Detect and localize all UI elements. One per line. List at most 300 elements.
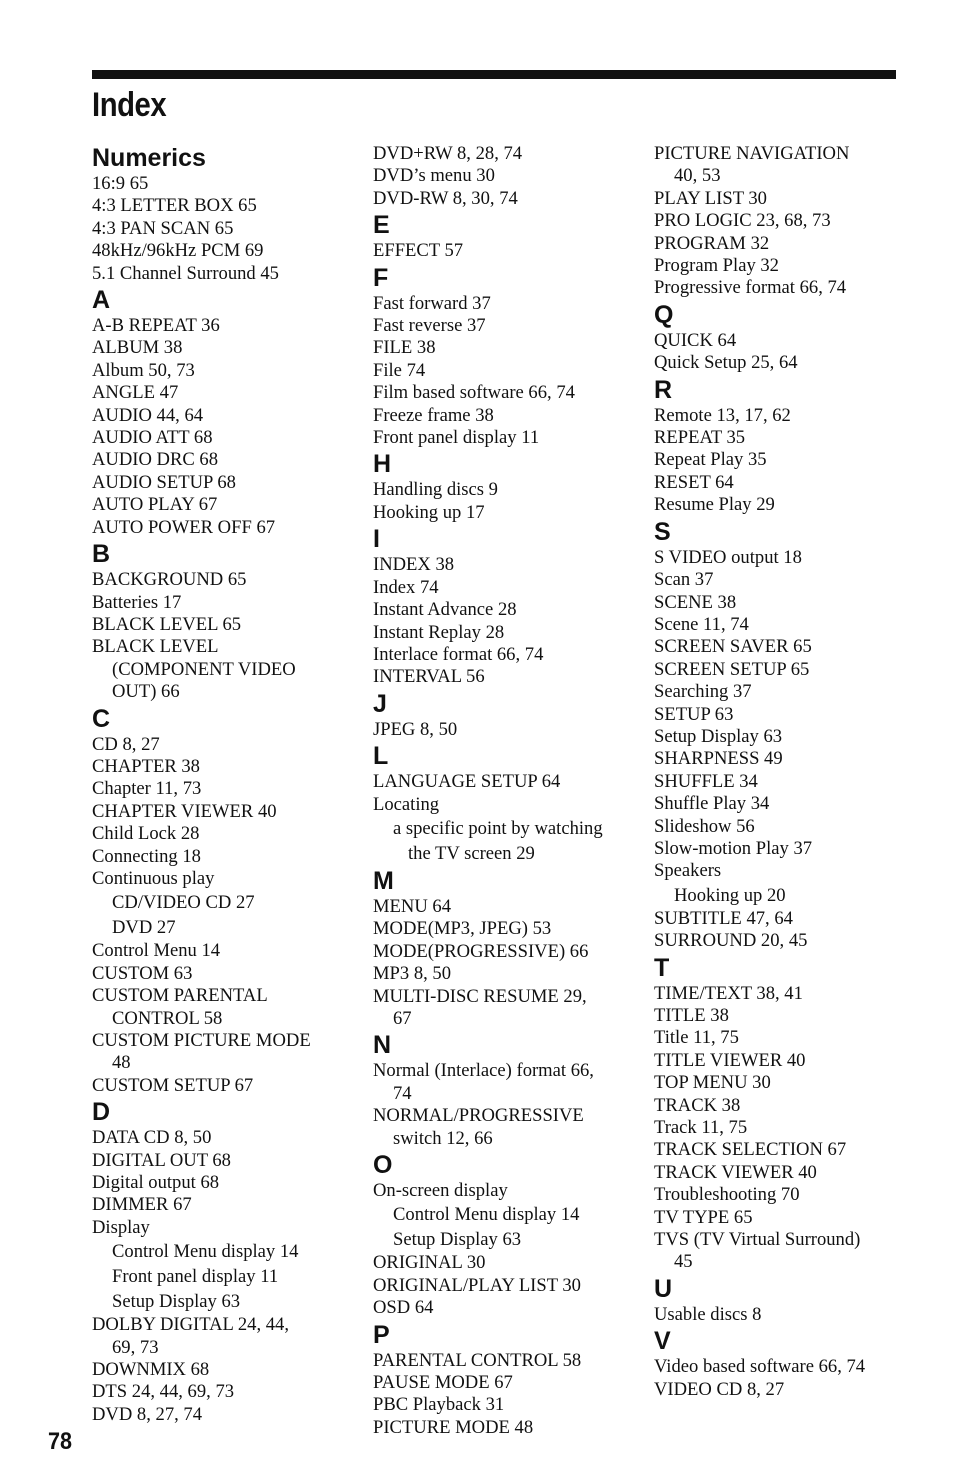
entry-text: LANGUAGE SETUP 64 (373, 771, 561, 793)
entry-text: AUDIO ATT 68 (92, 427, 213, 449)
index-entry (373, 1252, 643, 1274)
entry-text: Freeze frame 38 (373, 404, 494, 426)
section-heading: N (373, 1031, 392, 1060)
index-entry (654, 908, 924, 930)
index-entry (373, 554, 643, 576)
index-section (373, 450, 643, 524)
entry-text: Instant Advance 28 (373, 599, 517, 621)
entry-continuation: 40, 53 (674, 165, 721, 187)
index-column-2 (373, 143, 643, 1439)
section-heading: M (373, 866, 394, 895)
index-entry (92, 517, 362, 539)
entry-text: DVD’s menu 30 (373, 165, 495, 187)
index-entry (92, 868, 362, 890)
index-entry (373, 143, 643, 165)
index-entry (654, 681, 924, 703)
index-subentry: Control Menu display 14 (112, 1241, 299, 1263)
entry-text: PROGRAM 32 (654, 232, 770, 254)
entry-text: MODE(MP3, JPEG) 53 (373, 918, 552, 940)
section-heading: I (373, 525, 380, 554)
entry-text: TITLE 38 (654, 1005, 729, 1026)
index-entry (654, 748, 924, 770)
index-section (654, 143, 924, 300)
entry-text: Repeat Play 35 (654, 449, 767, 471)
entry-continuation: CONTROL 58 (112, 1007, 223, 1029)
entry-text: CUSTOM PARENTAL (92, 985, 268, 1007)
index-section (654, 954, 924, 1274)
index-entry (654, 930, 924, 952)
index-entry (92, 636, 362, 703)
entry-text: S VIDEO output 18 (654, 546, 802, 568)
index-entry (92, 173, 362, 195)
entry-text: TRACK SELECTION 67 (654, 1139, 847, 1161)
entry-continuation: OUT) 66 (112, 681, 180, 703)
entry-text: Setup Display 63 (654, 725, 783, 747)
index-entry (92, 1150, 362, 1172)
index-entry (92, 963, 362, 985)
entry-text: AUTO POWER OFF 67 (92, 516, 276, 538)
index-entry (654, 1139, 924, 1161)
index-entry (373, 165, 643, 187)
index-entry (373, 1417, 643, 1439)
entry-text: BACKGROUND 65 (92, 569, 247, 591)
index-entry (373, 1105, 643, 1150)
entry-text: Video based software 66, 74 (654, 1356, 866, 1378)
index-entry (654, 1050, 924, 1072)
entry-text: CHAPTER VIEWER 40 (92, 800, 277, 822)
index-entry (92, 1381, 362, 1403)
index-section (92, 144, 362, 285)
entry-text: CHAPTER 38 (92, 755, 200, 777)
entry-text: Interlace format 66, 74 (373, 643, 544, 665)
entry-text: Slow-motion Play 37 (654, 837, 813, 859)
entry-text: CD 8, 27 (92, 733, 160, 755)
index-entry (373, 293, 643, 315)
index-entry (373, 360, 643, 382)
entry-text: DOLBY DIGITAL 24, 44, (92, 1314, 289, 1336)
index-entry (92, 1359, 362, 1381)
section-heading: F (373, 263, 389, 292)
index-entry (654, 1162, 924, 1184)
entry-text: CUSTOM SETUP 67 (92, 1074, 254, 1096)
entry-text: Normal (Interlace) format 66, (373, 1060, 594, 1082)
index-entry (373, 666, 643, 688)
entry-text: Chapter 11, 73 (92, 778, 202, 800)
entry-text: 4:3 LETTER BOX 65 (92, 195, 257, 217)
index-section (654, 376, 924, 517)
index-entry (92, 427, 362, 449)
entry-text: Program Play 32 (654, 255, 779, 277)
entry-text: Remote 13, 17, 62 (654, 404, 791, 426)
entry-text: REPEAT 35 (654, 427, 746, 449)
index-section (92, 286, 362, 539)
entry-text: NORMAL/PROGRESSIVE (373, 1105, 584, 1127)
entry-text: Searching 37 (654, 681, 752, 703)
section-heading: U (654, 1274, 673, 1303)
index-section (654, 1275, 924, 1326)
section-heading: H (373, 450, 392, 479)
index-entry (92, 218, 362, 240)
index-entry (92, 569, 362, 591)
index-entry (92, 494, 362, 516)
entry-continuation: (COMPONENT VIDEO (112, 658, 296, 680)
index-entry (654, 592, 924, 614)
entry-continuation: 48 (112, 1052, 131, 1074)
index-entry (373, 896, 643, 918)
entry-text: TITLE VIEWER 40 (654, 1049, 806, 1071)
index-entry (654, 449, 924, 471)
entry-text: Scan 37 (654, 569, 714, 591)
index-entry (654, 793, 924, 815)
page-title: Index (92, 86, 167, 124)
index-entry (654, 1072, 924, 1094)
index-subentry: a specific point by watching (393, 817, 603, 839)
index-subentry: DVD 27 (112, 917, 176, 939)
index-entry (654, 472, 924, 494)
index-subentry: the TV screen 29 (408, 842, 535, 864)
index-entry (373, 771, 643, 793)
index-entry (373, 794, 643, 816)
index-entry (92, 778, 362, 800)
entry-text: QUICK 64 (654, 329, 737, 351)
index-entry (373, 986, 643, 1031)
entry-text: SUBTITLE 47, 64 (654, 907, 793, 929)
index-entry (373, 1180, 643, 1202)
section-heading: A (92, 286, 111, 315)
index-section (654, 518, 924, 953)
page-number: 78 (48, 1428, 73, 1455)
index-column-1 (92, 143, 362, 1426)
index-entry (92, 263, 362, 285)
entry-text: PBC Playback 31 (373, 1394, 505, 1416)
entry-text: SCREEN SAVER 65 (654, 636, 812, 658)
index-entry (654, 1379, 924, 1401)
entry-text: Index 74 (373, 576, 439, 598)
index-entry (373, 1394, 643, 1416)
entry-text: TV TYPE 65 (654, 1206, 753, 1228)
index-entry (654, 659, 924, 681)
entry-continuation: 67 (393, 1007, 412, 1029)
index-entry (654, 210, 924, 232)
section-heading: B (92, 540, 111, 569)
entry-text: ORIGINAL/PLAY LIST 30 (373, 1274, 581, 1296)
entry-text: 4:3 PAN SCAN 65 (92, 217, 234, 239)
index-section (92, 1098, 362, 1426)
index-section (92, 705, 362, 1098)
entry-text: OSD 64 (373, 1297, 434, 1319)
index-entry (92, 449, 362, 471)
entry-text: SHUFFLE 34 (654, 770, 758, 792)
entry-text: VIDEO CD 8, 27 (654, 1378, 785, 1400)
index-entry (654, 547, 924, 569)
index-entry (92, 1217, 362, 1239)
entry-text: DOWNMIX 68 (92, 1359, 210, 1381)
index-section (373, 742, 643, 866)
entry-text: MP3 8, 50 (373, 963, 452, 985)
index-entry (373, 918, 643, 940)
index-entry (92, 315, 362, 337)
entry-text: Digital output 68 (92, 1172, 220, 1194)
entry-text: Troubleshooting 70 (654, 1184, 800, 1206)
index-entry (373, 405, 643, 427)
index-entry (373, 941, 643, 963)
entry-text: DTS 24, 44, 69, 73 (92, 1381, 235, 1403)
entry-continuation: 74 (393, 1082, 412, 1104)
index-entry (654, 277, 924, 299)
entry-text: DATA CD 8, 50 (92, 1127, 212, 1149)
index-entry (654, 255, 924, 277)
entry-text: SHARPNESS 49 (654, 748, 783, 770)
index-entry (654, 614, 924, 636)
entry-continuation: 69, 73 (112, 1336, 159, 1358)
entry-text: Track 11, 75 (654, 1117, 748, 1139)
index-entry (92, 734, 362, 756)
section-heading: R (654, 375, 673, 404)
entry-text: 5.1 Channel Surround 45 (92, 262, 279, 284)
index-section (373, 867, 643, 1030)
entry-text: SCREEN SETUP 65 (654, 658, 810, 680)
entry-text: SETUP 63 (654, 703, 734, 725)
index-entry (654, 1229, 924, 1274)
entry-text: SURROUND 20, 45 (654, 930, 808, 952)
index-subentry: Setup Display 63 (393, 1229, 522, 1251)
entry-text: Instant Replay 28 (373, 621, 505, 643)
index-entry (654, 1356, 924, 1378)
section-heading: D (92, 1098, 111, 1127)
entry-text: RESET 64 (654, 471, 734, 493)
index-entry (654, 983, 924, 1005)
entry-text: Progressive format 66, 74 (654, 277, 847, 299)
entry-text: PICTURE NAVIGATION (654, 143, 850, 164)
entry-text: Fast reverse 37 (373, 315, 486, 337)
index-entry (373, 1275, 643, 1297)
index-column-3 (654, 143, 924, 1401)
index-entry (654, 636, 924, 658)
index-subentry: Control Menu display 14 (393, 1204, 580, 1226)
entry-text: AUDIO 44, 64 (92, 404, 204, 426)
index-section (92, 540, 362, 703)
index-entry (92, 1404, 362, 1426)
entry-text: CUSTOM 63 (92, 962, 193, 984)
index-subentry: Setup Display 63 (112, 1291, 241, 1313)
index-section (654, 1327, 924, 1401)
index-entry (654, 569, 924, 591)
index-entry (373, 1060, 643, 1105)
index-section (373, 1031, 643, 1150)
index-entry (92, 337, 362, 359)
entry-text: Fast forward 37 (373, 292, 491, 314)
index-entry (92, 360, 362, 382)
header-rule (92, 70, 896, 79)
index-section (373, 143, 643, 210)
entry-text: FILE 38 (373, 337, 436, 359)
index-entry (373, 382, 643, 404)
index-entry (92, 240, 362, 262)
index-entry (373, 577, 643, 599)
section-heading: V (654, 1327, 671, 1356)
index-entry (373, 315, 643, 337)
entry-text: Scene 11, 74 (654, 613, 749, 635)
section-heading: E (373, 211, 390, 240)
entry-text: INTERVAL 56 (373, 666, 485, 688)
index-entry (654, 352, 924, 374)
index-entry (373, 1350, 643, 1372)
index-entry (92, 195, 362, 217)
entry-text: 16:9 65 (92, 173, 149, 194)
entry-text: ALBUM 38 (92, 337, 183, 359)
entry-text: BLACK LEVEL 65 (92, 613, 242, 635)
index-entry (92, 801, 362, 823)
index-entry (373, 599, 643, 621)
entry-text: Handling discs 9 (373, 479, 498, 501)
index-entry (654, 494, 924, 516)
index-entry (654, 1184, 924, 1206)
entry-continuation: switch 12, 66 (393, 1127, 493, 1149)
index-subentry: Front panel display 11 (112, 1266, 279, 1288)
section-heading: J (373, 689, 387, 718)
index-entry (373, 337, 643, 359)
entry-text: PARENTAL CONTROL 58 (373, 1349, 582, 1371)
entry-text: PAUSE MODE 67 (373, 1372, 513, 1394)
index-entry (654, 1027, 924, 1049)
index-entry (654, 405, 924, 427)
entry-text: 48kHz/96kHz PCM 69 (92, 240, 264, 262)
entry-text: A-B REPEAT 36 (92, 315, 220, 337)
entry-text: Usable discs 8 (654, 1303, 762, 1325)
entry-text: MULTI-DISC RESUME 29, (373, 985, 587, 1007)
entry-text: Hooking up 17 (373, 501, 485, 523)
index-entry (92, 472, 362, 494)
index-entry (654, 427, 924, 449)
entry-text: TVS (TV Virtual Surround) (654, 1229, 861, 1251)
index-entry (92, 382, 362, 404)
index-entry (92, 614, 362, 636)
index-entry (92, 846, 362, 868)
index-entry (373, 622, 643, 644)
index-entry (654, 1117, 924, 1139)
entry-text: TOP MENU 30 (654, 1072, 771, 1094)
entry-text: DIMMER 67 (92, 1194, 192, 1216)
index-entry (654, 838, 924, 860)
index-entry (92, 823, 362, 845)
index-entry (92, 1172, 362, 1194)
index-subentry: Hooking up 20 (674, 884, 786, 906)
entry-text: Connecting 18 (92, 845, 201, 867)
index-entry (92, 405, 362, 427)
entry-text: TRACK VIEWER 40 (654, 1161, 817, 1183)
index-section (654, 301, 924, 375)
index-entry (654, 726, 924, 748)
index-entry (373, 188, 643, 210)
index-entry (654, 860, 924, 882)
entry-text: Resume Play 29 (654, 494, 775, 516)
index-entry (92, 1314, 362, 1359)
index-entry (92, 592, 362, 614)
section-heading: Q (654, 300, 674, 329)
entry-text: DVD 8, 27, 74 (92, 1403, 203, 1425)
index-entry (654, 1207, 924, 1229)
entry-continuation: 45 (674, 1251, 693, 1273)
index-entry (373, 427, 643, 449)
index-entry (373, 644, 643, 666)
index-entry (654, 330, 924, 352)
index-entry (654, 816, 924, 838)
entry-text: On-screen display (373, 1180, 508, 1201)
index-entry (373, 240, 643, 262)
entry-text: Slideshow 56 (654, 815, 755, 837)
entry-text: DVD-RW 8, 30, 74 (373, 187, 518, 209)
index-section (373, 1321, 643, 1440)
section-heading: O (373, 1151, 393, 1179)
index-entry (654, 1095, 924, 1117)
section-heading: T (654, 953, 670, 982)
entry-text: Shuffle Play 34 (654, 793, 770, 815)
index-entry (92, 1075, 362, 1097)
entry-text: TRACK 38 (654, 1094, 741, 1116)
index-section (373, 211, 643, 262)
entry-text: DVD+RW 8, 28, 74 (373, 143, 523, 164)
entry-text: ORIGINAL 30 (373, 1252, 486, 1274)
entry-text: Speakers (654, 860, 722, 882)
entry-text: MODE(PROGRESSIVE) 66 (373, 940, 589, 962)
entry-text: PICTURE MODE 48 (373, 1416, 534, 1438)
index-section (373, 1151, 643, 1320)
index-entry (373, 1372, 643, 1394)
entry-text: ANGLE 47 (92, 382, 179, 404)
entry-text: MENU 64 (373, 895, 451, 917)
entry-text: AUDIO SETUP 68 (92, 471, 236, 493)
index-entry (654, 143, 924, 188)
index-entry (92, 940, 362, 962)
section-heading: L (373, 742, 389, 771)
index-subentry: CD/VIDEO CD 27 (112, 892, 255, 914)
entry-text: Quick Setup 25, 64 (654, 352, 798, 374)
index-entry (654, 771, 924, 793)
entry-text: AUTO PLAY 67 (92, 494, 218, 516)
entry-text: EFFECT 57 (373, 240, 464, 262)
index-entry (92, 985, 362, 1030)
index-entry (654, 1005, 924, 1027)
entry-text: Album 50, 73 (92, 359, 195, 381)
entry-text: Display (92, 1216, 150, 1238)
index-entry (373, 719, 643, 741)
entry-text: AUDIO DRC 68 (92, 449, 219, 471)
index-section (373, 690, 643, 741)
entry-text: DIGITAL OUT 68 (92, 1149, 231, 1171)
entry-text: Title 11, 75 (654, 1027, 739, 1049)
entry-text: Batteries 17 (92, 591, 182, 613)
index-entry (654, 1304, 924, 1326)
index-entry (92, 1030, 362, 1075)
entry-text: Child Lock 28 (92, 823, 200, 845)
entry-text: INDEX 38 (373, 554, 455, 576)
entry-text: Front panel display 11 (373, 427, 540, 449)
entry-text: Continuous play (92, 867, 215, 889)
index-section (373, 525, 643, 688)
index-entry (373, 963, 643, 985)
index-entry (654, 188, 924, 210)
section-heading: P (373, 1320, 390, 1349)
entry-text: File 74 (373, 359, 426, 381)
entry-text: Locating (373, 793, 440, 815)
index-entry (373, 479, 643, 501)
entry-text: Film based software 66, 74 (373, 382, 575, 404)
index-entry (92, 1194, 362, 1216)
section-heading: S (654, 517, 671, 546)
index-entry (92, 756, 362, 778)
entry-text: Control Menu 14 (92, 940, 221, 962)
entry-text: PLAY LIST 30 (654, 187, 767, 209)
